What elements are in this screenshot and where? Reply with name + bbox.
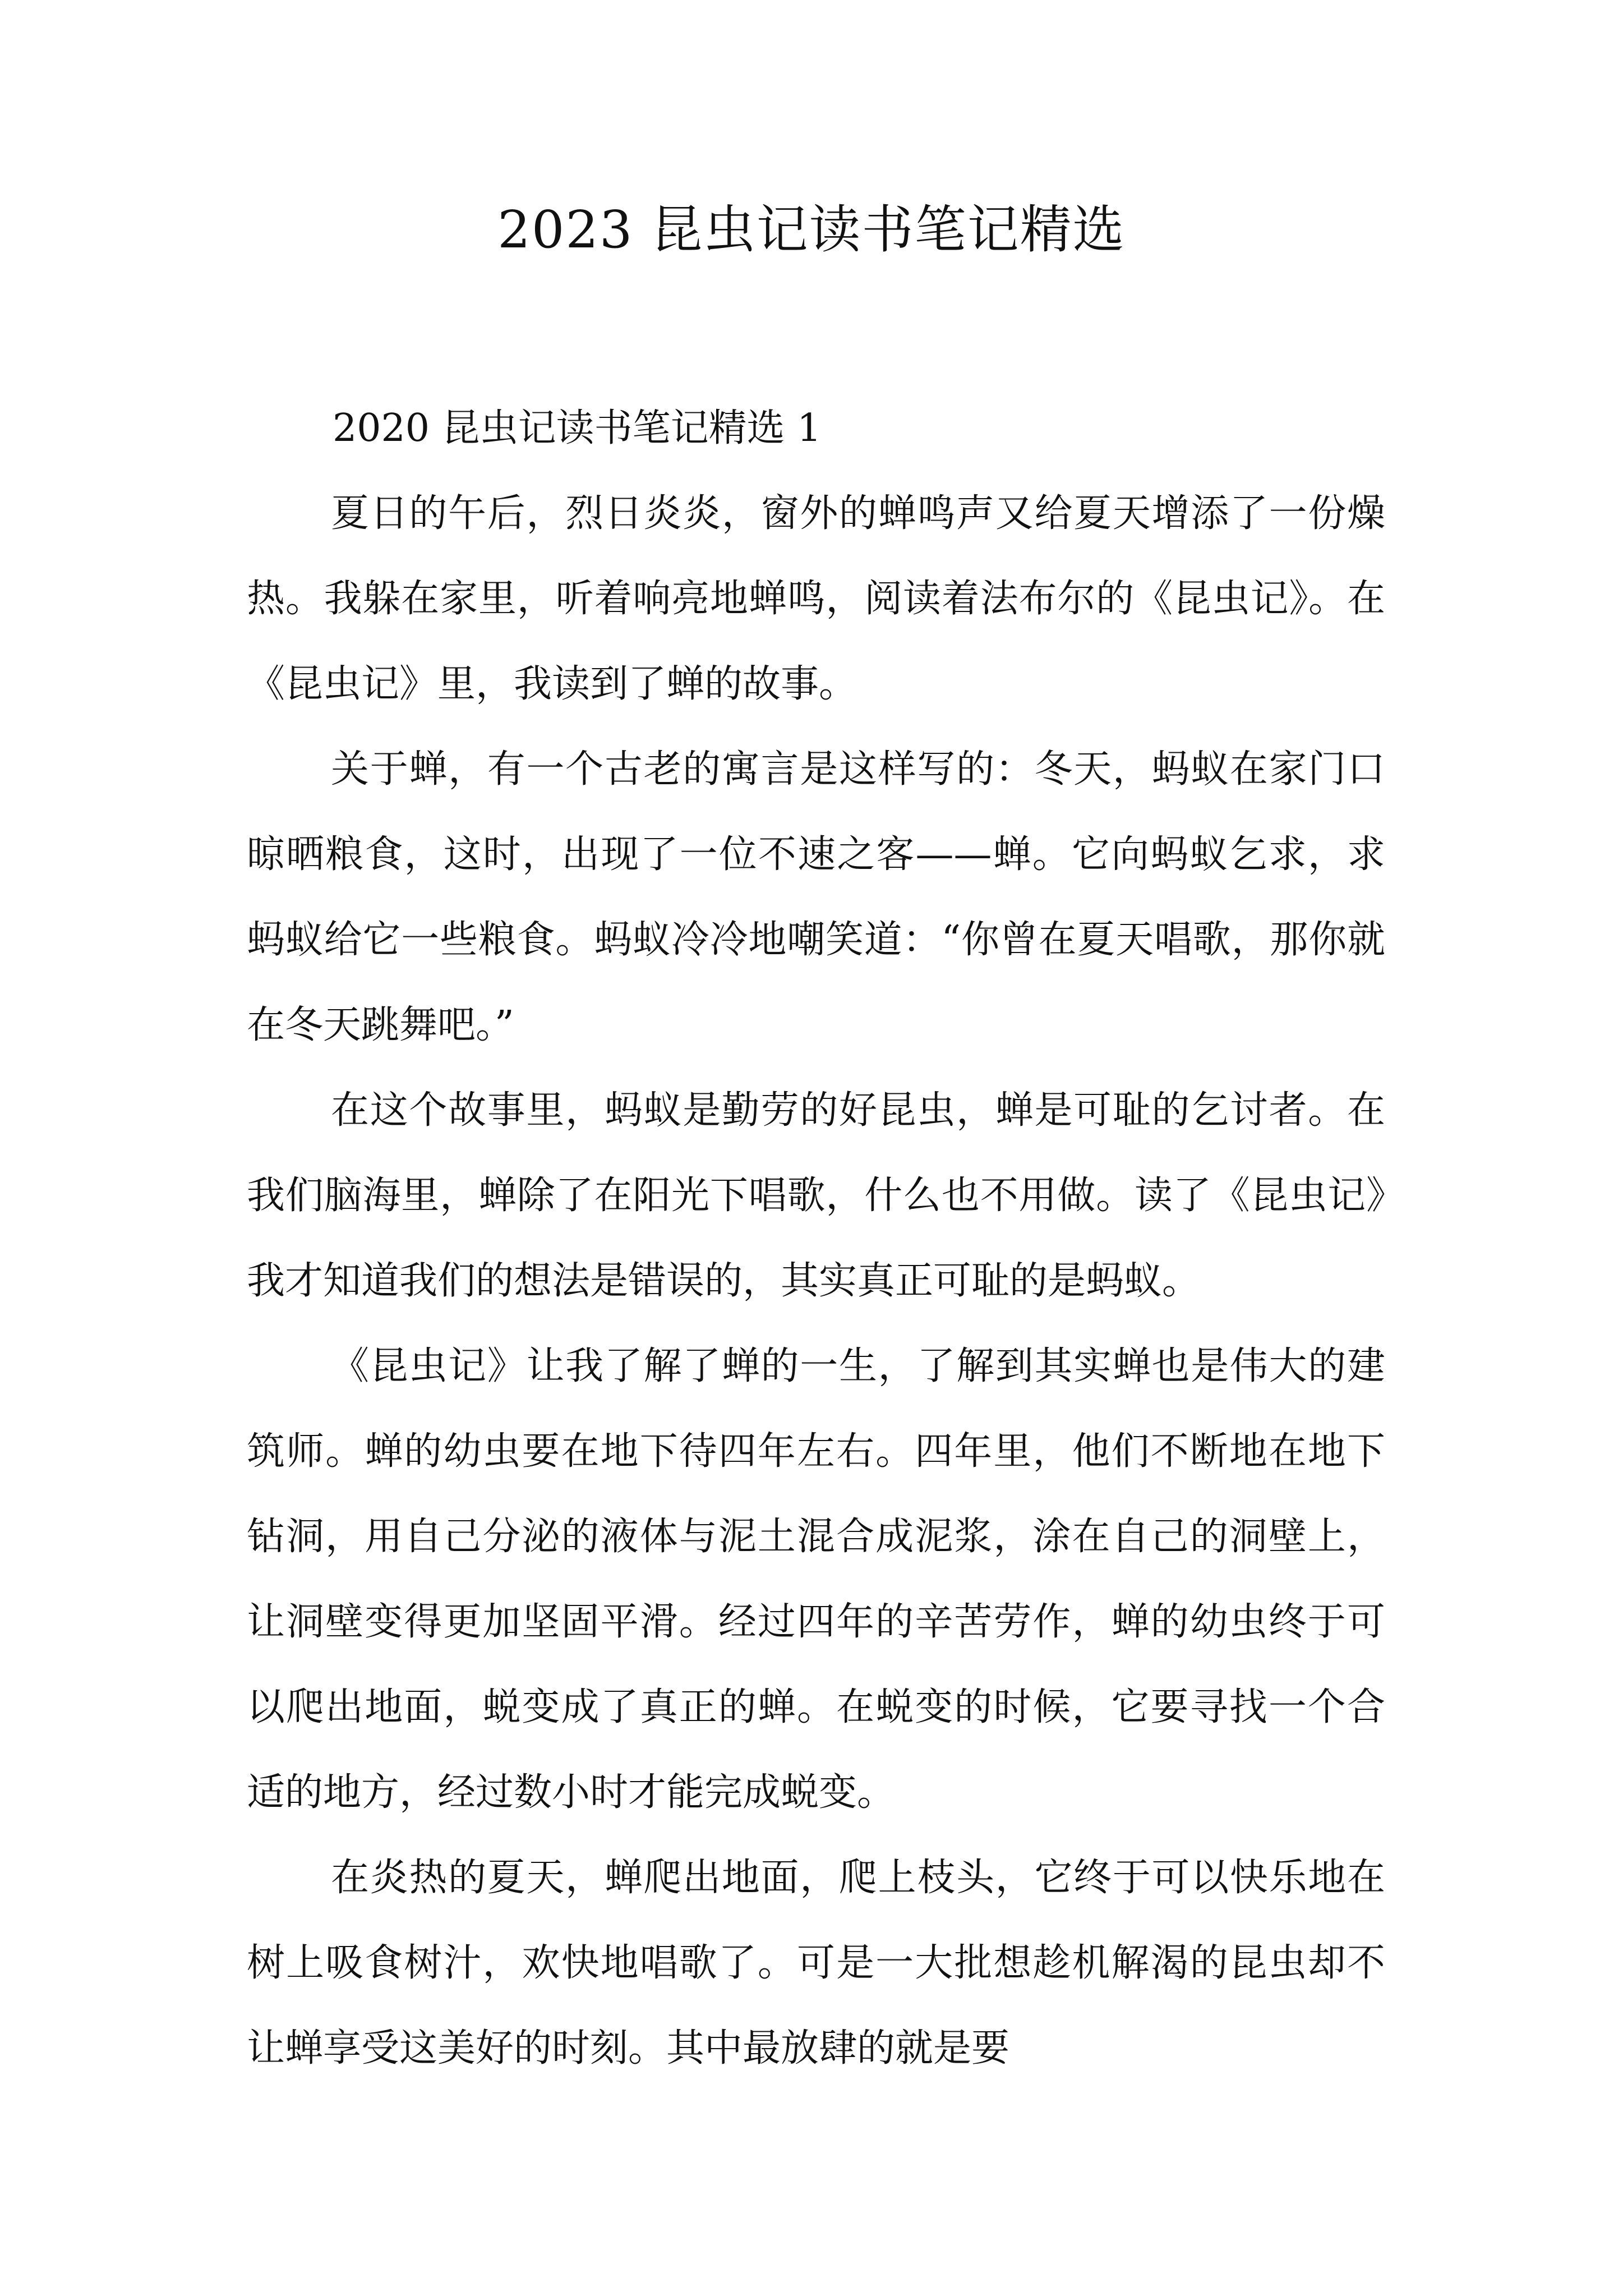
paragraph: 《昆虫记》让我了解了蝉的一生，了解到其实蝉也是伟大的建筑师。蝉的幼虫要在地下待四年左右。四年里，他们不断地在地下钻洞，用自己分泌的液体与泥土混合成泥浆，涂在自己的洞壁上，让洞壁变得更加坚固平滑。经过四年的辛苦劳作，蝉的幼虫终于可以爬出地面，蜕变成了真正的蝉。在蜕变的时候，它要寻找一个合适的地方，经过数小时才能完成蜕变。 [247, 1344, 1385, 1815]
paragraph: 在这个故事里，蚂蚁是勤劳的好昆虫，蝉是可耻的乞讨者。在我们脑海里，蝉除了在阳光下唱歌，什么也不用做。读了《昆虫记》我才知道我们的想法是错误的，其实真正可耻的是蚂蚁。 [247, 1088, 1385, 1303]
document-title: 2023 昆虫记读书笔记精选 [497, 200, 1126, 260]
paragraph: 夏日的午后，烈日炎炎，窗外的蝉鸣声又给夏天增添了一份燥热。我躲在家里，听着响亮地蝉鸣，阅读着法布尔的《昆虫记》。在《昆虫记》里，我读到了蝉的故事。 [247, 491, 1385, 706]
section-heading: 2020 昆虫记读书笔记精选 1 [333, 406, 822, 450]
paragraph: 关于蝉，有一个古老的寓言是这样写的：冬天，蚂蚁在家门口晾晒粮食，这时，出现了一位不速之客——蝉。它向蚂蚁乞求，求蚂蚁给它一些粮食。蚂蚁冷冷地嘲笑道：“你曾在夏天唱歌，那你就在冬天跳舞吧。” [247, 747, 1385, 1047]
paragraph: 在炎热的夏天，蝉爬出地面，爬上枝头，它终于可以快乐地在树上吸食树汁，欢快地唱歌了。可是一大批想趁机解渴的昆虫却不让蝉享受这美好的时刻。其中最放肆的就是要 [247, 1856, 1385, 2070]
document-body [247, 386, 1385, 2091]
